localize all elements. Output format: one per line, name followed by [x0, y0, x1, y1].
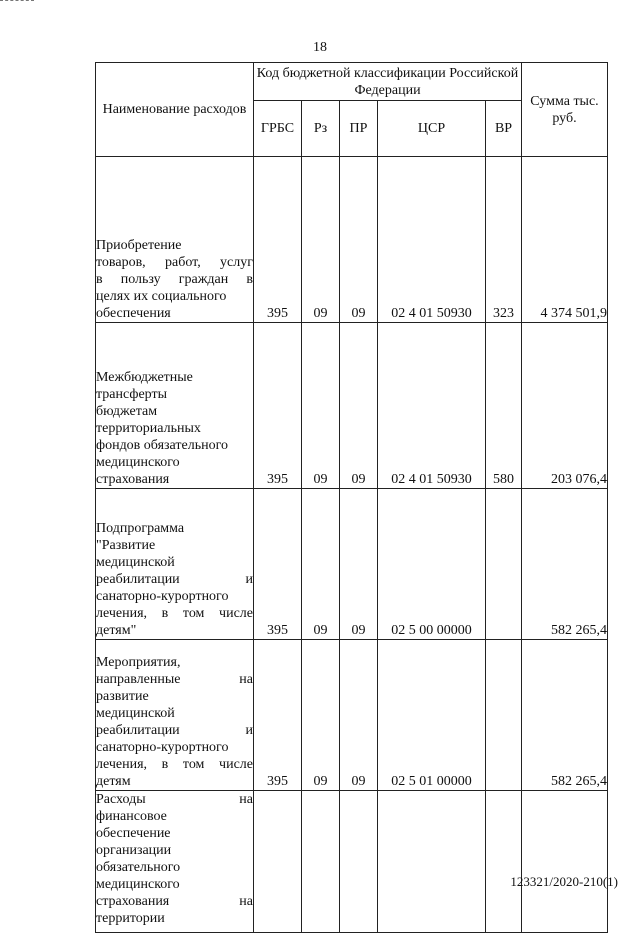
expense-name-line: обязательного — [96, 860, 181, 875]
expense-name-line: медицинского — [96, 455, 180, 470]
pr-cell: 09 — [340, 323, 378, 489]
csr-cell — [378, 791, 486, 933]
expense-name-line: трансферты — [96, 387, 168, 402]
expense-name-line: Межбюджетные — [96, 370, 193, 385]
rz-cell — [302, 791, 340, 933]
rz-cell: 09 — [302, 157, 340, 323]
expense-name-line: реабилитации и — [96, 723, 253, 738]
table-row — [96, 489, 608, 640]
expense-name-line: "Развитие — [96, 538, 156, 553]
vr-cell — [486, 791, 522, 933]
expense-name-line: товаров, работ, услуг — [96, 255, 253, 270]
expense-name-line: страхования на — [96, 894, 253, 909]
header-classification-group: Код бюджетной классификации Российской Федерации — [254, 63, 522, 101]
pr-cell: 09 — [340, 489, 378, 640]
rz-cell: 09 — [302, 323, 340, 489]
csr-cell: 02 5 00 00000 — [378, 489, 486, 640]
expense-name-line: детям — [96, 774, 131, 789]
expense-name-line: детям" — [96, 623, 137, 638]
expense-name-line: фондов обязательного — [96, 438, 228, 453]
expense-name-line: организации — [96, 843, 172, 858]
header-sum: Сумма тыс. руб. — [522, 63, 608, 157]
vr-cell — [486, 489, 522, 640]
table-row — [96, 791, 608, 933]
grbs-cell — [254, 791, 302, 933]
grbs-cell: 395 — [254, 640, 302, 791]
header-rz: Рз — [302, 101, 340, 157]
expense-name-line: развитие — [96, 689, 149, 704]
expense-name-cell — [96, 791, 254, 933]
vr-cell — [486, 640, 522, 791]
header-pr: ПР — [340, 101, 378, 157]
expense-name-cell — [96, 640, 254, 791]
expense-name-line: лечения, в том числе — [96, 757, 253, 772]
expense-name-line: обеспечения — [96, 306, 171, 321]
header-grbs: ГРБС — [254, 101, 302, 157]
expense-name-line: медицинского — [96, 877, 180, 892]
expense-name-line: финансовое — [96, 809, 167, 824]
pr-cell: 09 — [340, 640, 378, 791]
header-name: Наименование расходов — [96, 63, 254, 157]
sum-cell: 4 374 501,9 — [522, 157, 608, 323]
expense-name-line: Расходы на — [96, 792, 253, 807]
expense-name-line: бюджетам — [96, 404, 158, 419]
sum-cell: 582 265,4 — [522, 640, 608, 791]
sum-cell: 203 076,4 — [522, 323, 608, 489]
pr-cell: 09 — [340, 157, 378, 323]
expense-name-cell — [96, 323, 254, 489]
expense-name-line: обеспечение — [96, 826, 171, 841]
header-vr: ВР — [486, 101, 522, 157]
vr-cell: 323 — [486, 157, 522, 323]
table-row — [96, 640, 608, 791]
grbs-cell: 395 — [254, 489, 302, 640]
expense-name-line: в пользу граждан в — [96, 272, 253, 287]
header-row-group — [96, 63, 608, 101]
expense-name-line: медицинской — [96, 555, 175, 570]
expense-name-cell — [96, 489, 254, 640]
table-row — [96, 157, 608, 323]
expense-name-line: целях их социального — [96, 289, 227, 304]
budget-table — [95, 62, 608, 933]
sum-cell — [522, 791, 608, 933]
rz-cell: 09 — [302, 489, 340, 640]
sum-cell: 582 265,4 — [522, 489, 608, 640]
document-code: 123321/2020-210(1) — [510, 874, 618, 889]
expense-name-line: санаторно-курортного — [96, 589, 229, 604]
expense-name-line: санаторно-курортного — [96, 740, 229, 755]
table-row — [96, 323, 608, 489]
expense-name-line: территории — [96, 911, 165, 926]
expense-name-line: Приобретение — [96, 238, 182, 253]
csr-cell: 02 4 01 50930 — [378, 157, 486, 323]
expense-name-line: направленные на — [96, 672, 253, 687]
expense-name-cell — [96, 157, 254, 323]
expense-name-line: страхования — [96, 472, 170, 487]
expense-name-line: Подпрограмма — [96, 521, 185, 536]
expense-name-line: реабилитации и — [96, 572, 253, 587]
vr-cell: 580 — [486, 323, 522, 489]
grbs-cell: 395 — [254, 323, 302, 489]
expense-name-line: лечения, в том числе — [96, 606, 253, 621]
expense-name-line: Мероприятия, — [96, 655, 181, 670]
grbs-cell: 395 — [254, 157, 302, 323]
rz-cell: 09 — [302, 640, 340, 791]
expense-name-line: территориальных — [96, 421, 201, 436]
pr-cell — [340, 791, 378, 933]
table-body — [96, 157, 608, 933]
header-csr: ЦСР — [378, 101, 486, 157]
corner-scan-mark — [0, 0, 34, 4]
page-number: 18 — [313, 40, 327, 55]
csr-cell: 02 5 01 00000 — [378, 640, 486, 791]
csr-cell: 02 4 01 50930 — [378, 323, 486, 489]
expense-name-line: медицинской — [96, 706, 175, 721]
